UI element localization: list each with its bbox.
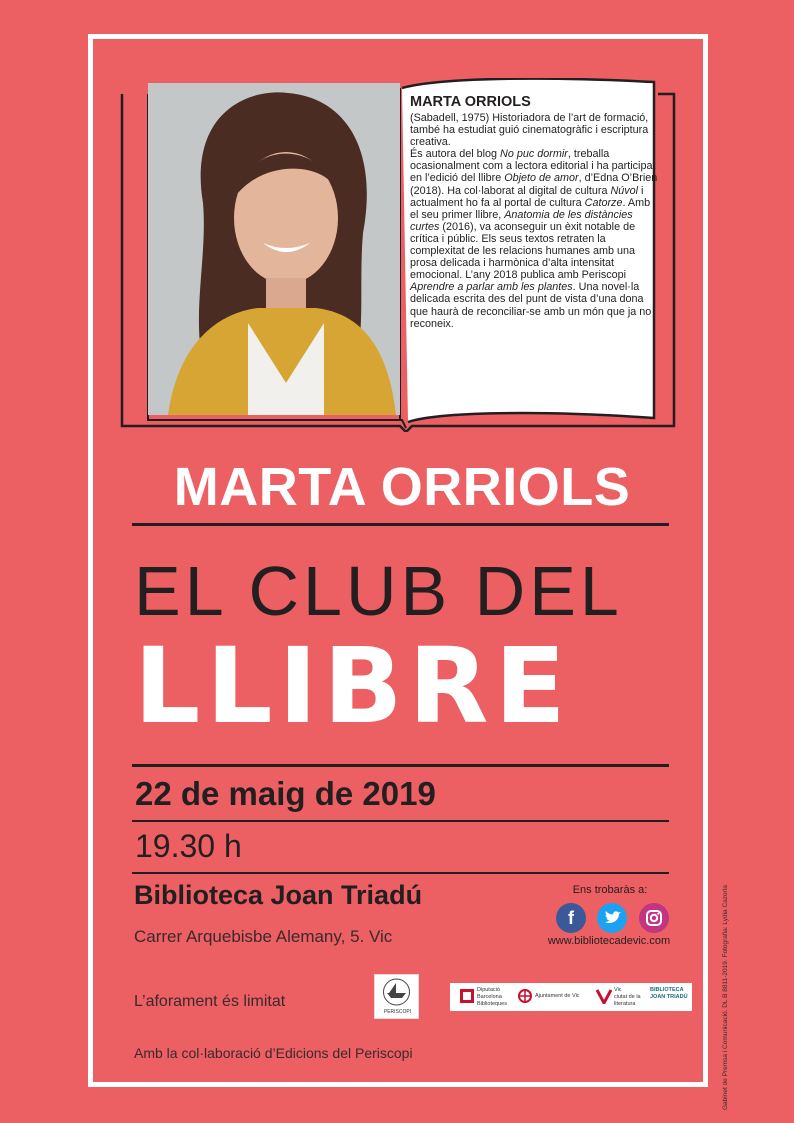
bio-paragraph-1: (Sabadell, 1975) Historiadora de l’art de formació, també ha estudiat guió cinematogràfic i escriptura creativa. — [410, 112, 649, 149]
author-photo — [148, 83, 400, 415]
bio-paragraph-2: És autora del blog No puc dormir, treballa ocasionalment com a lectora editorial i ha participat en l’edició del llibre Objeto de amor, d’Edna O’Brien (2018). Ha col·laborat al digital de cultura Núvol i actualment ho fa al portal de cultura Catorze. Amb el seu primer llibre, Anatomia de les distàncies curtes (2016), va aconseguir un èxit notable de crítica i públic. Els seus textos retraten la complexitat de les relacions humanes amb una prosa delicada i harmònica d’alta intensitat emocional. L’any 2018 publica amb Periscopi Aprendre a parlar amb les plantes. Una novel·la delicada escrita des del punt de vista d’una dona que haurà de reconciliar-se amb un món que ja no reconeix. — [410, 148, 658, 330]
sponsor-logos — [450, 983, 692, 1011]
author-bio — [410, 94, 658, 330]
website-link[interactable]: www.bibliotecadevic.com — [547, 935, 671, 947]
social-label: Ens trobaràs a: — [572, 884, 648, 896]
divider — [132, 820, 669, 822]
periscopi-logo: PERISCOPI — [374, 974, 419, 1019]
collaboration-note: Amb la col·laboració d’Edicions del Periscopi — [134, 1045, 413, 1061]
facebook-icon[interactable]: f — [556, 903, 586, 933]
divider — [132, 872, 669, 874]
capacity-note: L’aforament és limitat — [134, 993, 286, 1010]
vic-logo-icon — [596, 988, 612, 1004]
open-book-graphic — [118, 78, 676, 432]
diputacio-logo-icon — [460, 989, 474, 1003]
club-title-line-2: LLIBRE — [134, 625, 572, 747]
ajuntament-logo: Ajuntament de Vic — [535, 993, 580, 999]
instagram-icon[interactable] — [639, 903, 669, 933]
divider — [132, 523, 669, 526]
club-title-line-1: EL CLUB DEL — [134, 552, 623, 630]
bio-title: MARTA ORRIOLS — [410, 94, 531, 110]
diputacio-logo: Diputació Barcelona Biblioteques — [477, 987, 507, 1007]
twitter-icon[interactable] — [597, 903, 627, 933]
side-credit: Gabinet de Premsa i Comunicació. DL B 8811-2019. Fotografia: Lydia Cazorla — [722, 885, 729, 1110]
vic-logo: Vic ciutat de la literatura — [614, 987, 641, 1007]
divider — [132, 764, 669, 767]
event-date: 22 de maig de 2019 — [135, 775, 436, 812]
venue-name: Biblioteca Joan Triadú — [134, 880, 423, 910]
venue-address: Carrer Arquebisbe Alemany, 5. Vic — [134, 927, 393, 946]
event-time: 19.30 h — [135, 828, 242, 864]
triadu-logo: BIBLIOTECA JOAN TRIADÚ — [650, 987, 688, 1000]
social-icons — [556, 903, 671, 935]
author-name-heading: MARTA ORRIOLS — [173, 457, 631, 517]
ajuntament-logo-icon — [518, 989, 532, 1003]
